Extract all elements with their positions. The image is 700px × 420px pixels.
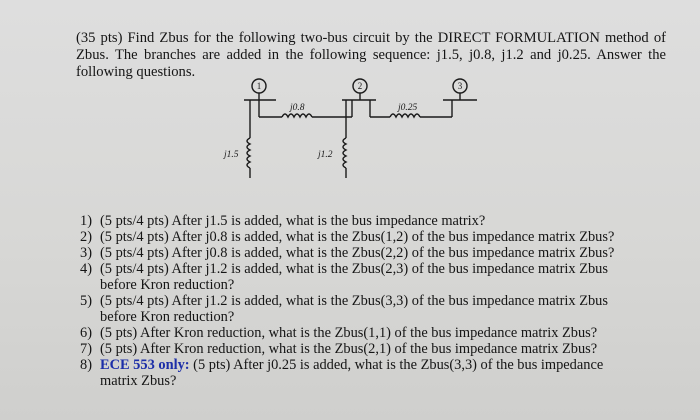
question-text: (5 pts) After Kron reduction, what is the Zbus(1,1) of the bus impedance matrix Zbus? [100,325,598,341]
bus-2-label: 2 [357,81,363,91]
branch-j0.25-label: j0.25 [398,103,418,113]
question-item-continuation [80,373,680,389]
problem-statement: (35 pts) Find Zbus for the following two-bus circuit by the DIRECT FORMULATION method of Zbus. The branches are added in the following sequence: j1.5, j0.8, j1.2 and j0.25. Answer the following questions. [76,29,666,80]
question-list [80,213,680,389]
question-number: 3) [80,245,92,261]
question-number: 8) [80,357,92,373]
question-item [80,261,680,277]
question-text-main: (5 pts) After j0.25 is added, what is the Zbus(3,3) of the bus impedance [193,357,604,373]
question-text: (5 pts/4 pts) After j1.2 is added, what is the Zbus(3,3) of the bus impedance matrix Zbus [100,293,608,309]
branch-j0.8-label: j0.8 [290,103,305,113]
question-item-continuation [80,277,680,293]
question-item [80,357,680,373]
question-number: 5) [80,293,92,309]
question-text-continued: before Kron reduction? [100,277,235,293]
question-text-continued: matrix Zbus? [100,373,177,389]
branch-j0.8-inductor [282,114,312,117]
question-item-continuation [80,309,680,325]
question-text: (5 pts/4 pts) After j1.2 is added, what is the Zbus(2,3) of the bus impedance matrix Zbus [100,261,608,277]
question-item [80,341,680,357]
question-text-continued: before Kron reduction? [100,309,235,325]
bus-1-label: 1 [256,81,262,91]
question-item [80,293,680,309]
question-number: 4) [80,261,92,277]
question-item [80,229,680,245]
branch-j1.5-inductor [247,138,250,168]
branch-j1.2-label: j1.2 [318,150,333,160]
question-text: (5 pts/4 pts) After j0.8 is added, what is the Zbus(1,2) of the bus impedance matrix Zbus? [100,229,615,245]
question-item [80,245,680,261]
question-number: 7) [80,341,92,357]
bus-3-label: 3 [457,81,463,91]
branch-j1.2-inductor [343,138,346,168]
question-text: (5 pts/4 pts) After j1.5 is added, what is the bus impedance matrix? [100,213,486,229]
question-item [80,213,680,229]
question-number: 6) [80,325,92,341]
question-text: (5 pts) After Kron reduction, what is the Zbus(2,1) of the bus impedance matrix Zbus? [100,341,598,357]
question-text [100,357,680,373]
question-text: (5 pts/4 pts) After j0.8 is added, what is the Zbus(2,2) of the bus impedance matrix Zbus? [100,245,615,261]
course-tag: ECE 553 only: [100,357,190,373]
branch-j0.25-inductor [390,114,420,117]
question-number: 2) [80,229,92,245]
question-item [80,325,680,341]
branch-j1.5-label: j1.5 [224,150,239,160]
question-number: 1) [80,213,92,229]
